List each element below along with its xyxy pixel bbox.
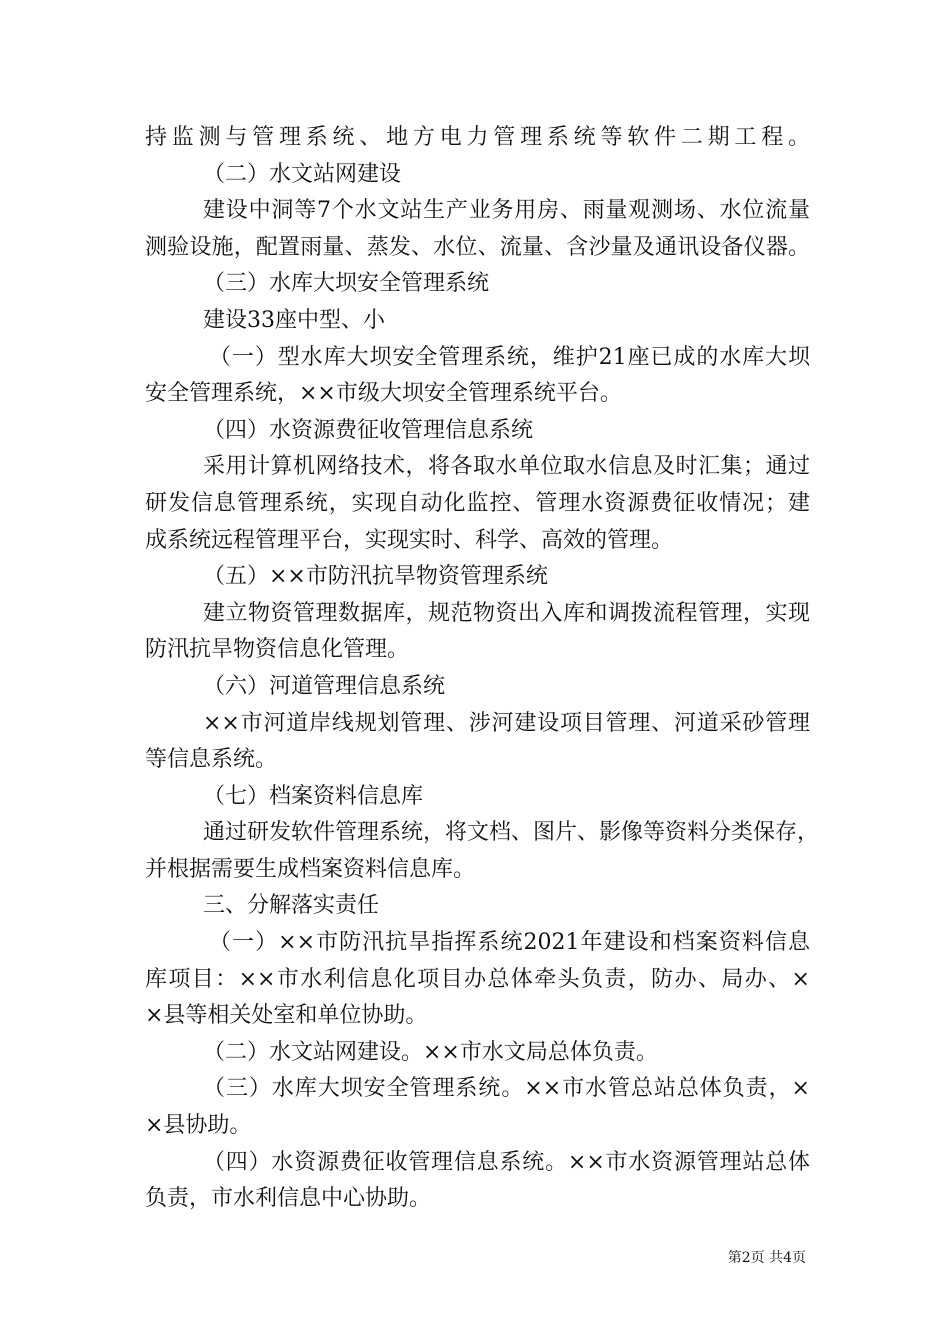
section-heading: （六）河道管理信息系统 — [203, 673, 446, 699]
paragraph-line: 成系统远程管理平台，实现实时、科学、高效的管理。 — [145, 527, 674, 553]
paragraph-line: 持监测与管理系统、地方电力管理系统等软件二期工程。 — [145, 125, 810, 150]
paragraph-line: 并根据需要生成档案资料信息库。 — [145, 856, 476, 882]
paragraph-line: ×县协助。 — [145, 1113, 252, 1139]
paragraph-line: 采用计算机网络技术，将各取水单位取水信息及时汇集；通过 — [203, 454, 810, 480]
section-heading: 三、分解落实责任 — [203, 893, 380, 919]
paragraph-line: （一）××市防汛抗旱指挥系统2021年建设和档案资料信息 — [209, 930, 810, 956]
section-heading: （二）水文站网建设 — [203, 161, 402, 187]
section-heading: （三）水库大坝安全管理系统 — [203, 271, 490, 297]
paragraph-line: 测验设施，配置雨量、蒸发、水位、流量、含沙量及通讯设备仪器。 — [145, 234, 810, 260]
paragraph-line: 等信息系统。 — [145, 747, 278, 773]
section-heading: （四）水资源费征收管理信息系统 — [203, 417, 534, 443]
paragraph-line: 负责，市水利信息中心协助。 — [145, 1186, 432, 1212]
paragraph-line: 建设33座中型、小 — [203, 307, 385, 333]
paragraph-line: 建设中洞等7个水文站生产业务用房、雨量观测场、水位流量 — [203, 198, 810, 224]
paragraph-line: 研发信息管理系统，实现自动化监控、管理水资源费征收情况；建 — [145, 490, 810, 516]
page-number: 第2页 共4页 — [727, 1250, 806, 1266]
paragraph-line: 通过研发软件管理系统，将文档、图片、影像等资料分类保存， — [203, 820, 820, 846]
document-body — [145, 120, 820, 1218]
paragraph-line: 防汛抗旱物资信息化管理。 — [145, 637, 410, 663]
paragraph-line: ××市河道岸线规划管理、涉河建设项目管理、河道采砂管理 — [203, 710, 810, 736]
paragraph-line: （三）水库大坝安全管理系统。××市水管总站总体负责，× — [203, 1076, 810, 1102]
section-heading: （五）××市防汛抗旱物资管理系统 — [203, 564, 548, 590]
paragraph-line: （四）水资源费征收管理信息系统。××市水资源管理站总体 — [203, 1149, 810, 1175]
paragraph-line: 库项目：××市水利信息化项目办总体牵头负责，防办、局办、× — [145, 966, 810, 992]
section-heading: （七）档案资料信息库 — [203, 783, 424, 809]
paragraph-line: 建立物资管理数据库，规范物资出入库和调拨流程管理，实现 — [203, 600, 810, 626]
paragraph-line: （二）水文站网建设。××市水文局总体负责。 — [203, 1039, 658, 1065]
paragraph-line: （一）型水库大坝安全管理系统，维护21座已成的水库大坝 — [209, 344, 810, 370]
paragraph-line: 安全管理系统，××市级大坝安全管理系统平台。 — [145, 381, 622, 407]
paragraph-line: ×县等相关处室和单位协助。 — [145, 1003, 428, 1029]
